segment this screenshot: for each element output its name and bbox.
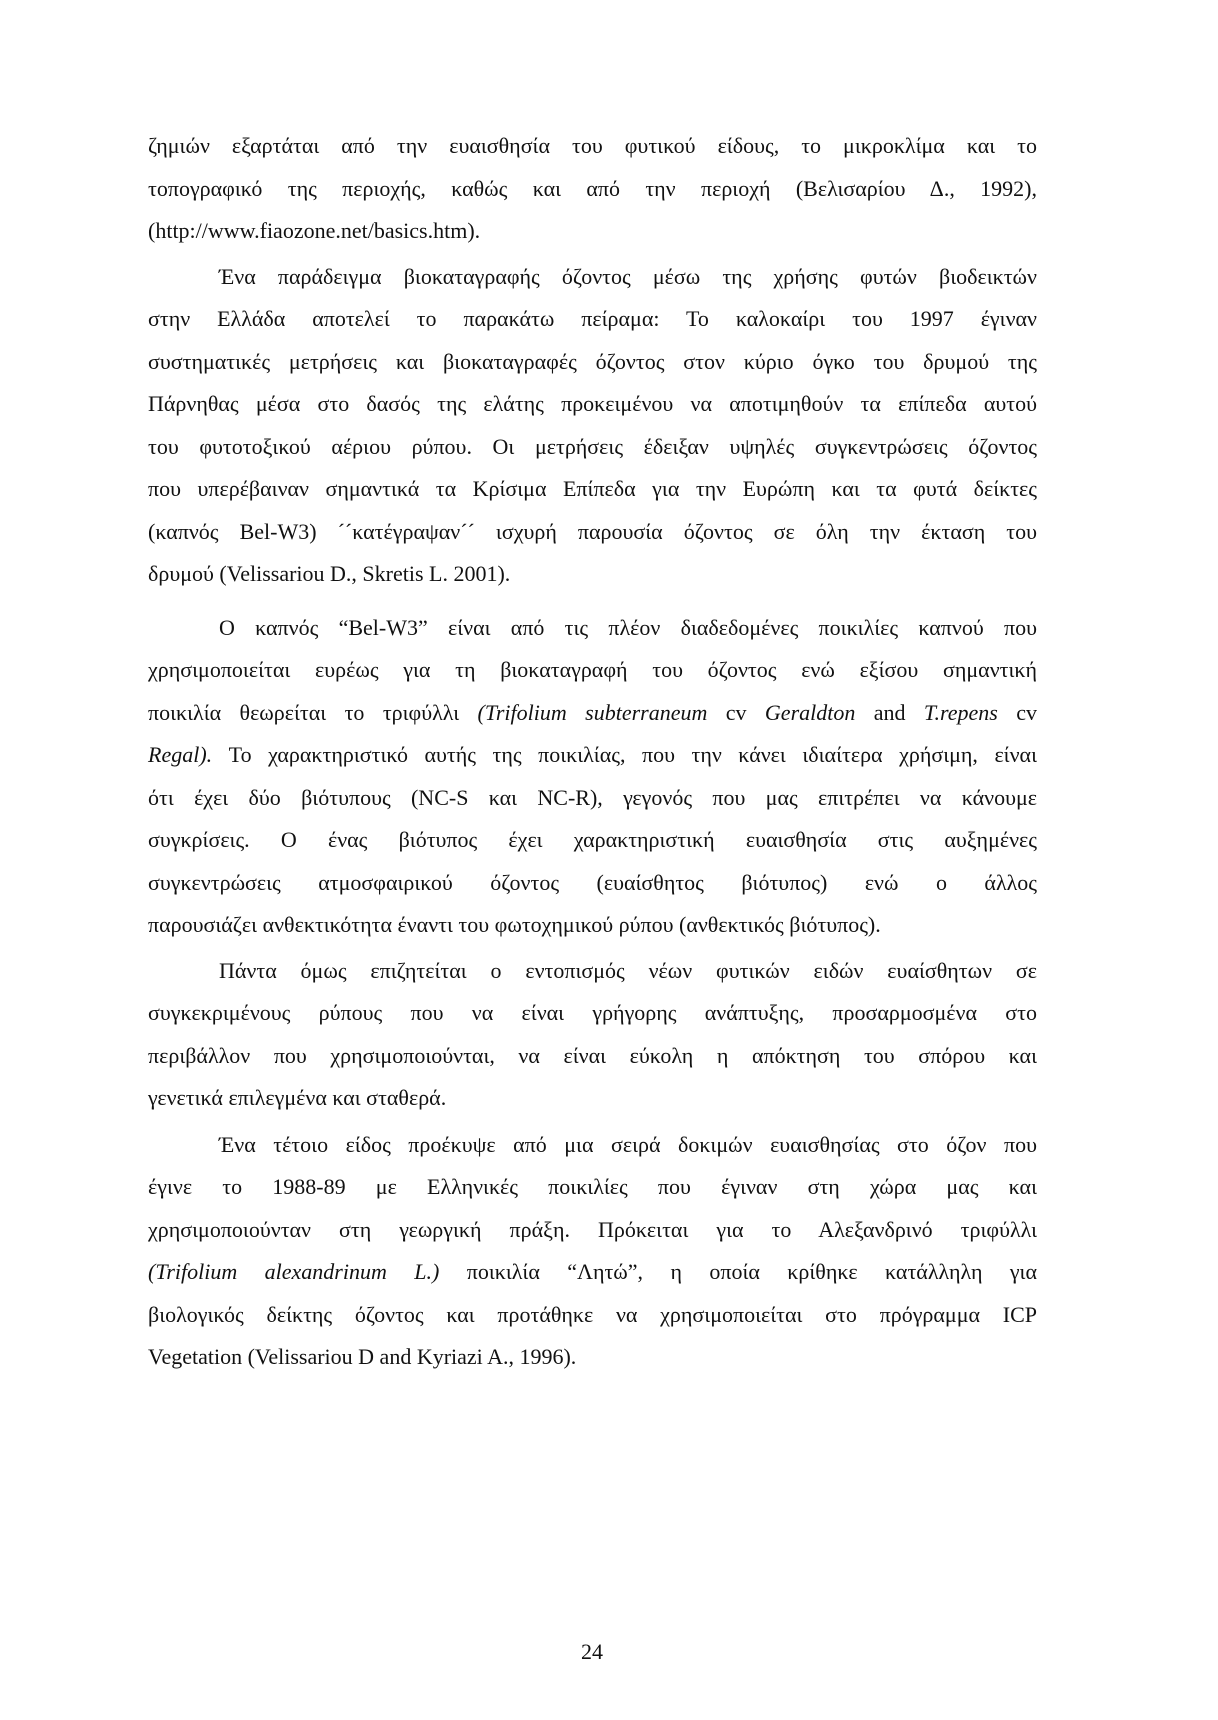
- paragraph: [148, 607, 1037, 947]
- paragraph: [148, 950, 1037, 1120]
- text-line: περιβάλλον που χρησιμοποιούνται, να είναι εύκολη η απόκτηση του σπόρου και: [148, 1042, 1037, 1068]
- text-line: Ένα παράδειγμα βιοκαταγραφής όζοντος μέσω της χρήσης φυτών βιοδεικτών: [219, 263, 1037, 289]
- text-line: γενετικά επιλεγμένα και σταθερά.: [148, 1085, 447, 1110]
- text-line: τοπογραφικό της περιοχής, καθώς και από την περιοχή (Βελισαρίου Δ., 1992),: [148, 175, 1037, 201]
- text-segment: and: [855, 699, 924, 725]
- text-line: που υπερέβαιναν σημαντικά τα Κρίσιμα Επίπεδα για την Ευρώπη και τα φυτά δείκτες: [148, 476, 1037, 501]
- text-line: Vegetation (Velissariou D and Kyriazi A., 1996).: [148, 1344, 577, 1369]
- paragraph: [148, 1124, 1037, 1379]
- italic-text: Regal).: [148, 742, 213, 767]
- text-line: ζημιών εξαρτάται από την ευαισθησία του φυτικού είδους, το μικροκλίμα και το: [148, 133, 1037, 158]
- text-segment: ποικιλία θεωρείται το τριφύλλι: [148, 699, 478, 725]
- text-line: χρησιμοποιείται ευρέως για τη βιοκαταγραφή του όζοντος ενώ εξίσου σημαντική: [148, 657, 1037, 682]
- text-line: [148, 734, 1037, 777]
- text-line: παρουσιάζει ανθεκτικότητα έναντι του φωτοχημικού ρύπου (ανθεκτικός βιότυπος).: [148, 912, 881, 937]
- text-line: [148, 1251, 1037, 1294]
- text-line: συγκρίσεις. Ο ένας βιότυπος έχει χαρακτηριστική ευαισθησία στις αυξημένες: [148, 827, 1037, 852]
- text-line: δρυμού (Velissariou D., Skretis L. 2001).: [148, 561, 511, 586]
- page-number: 24: [581, 1639, 603, 1664]
- body-text: [148, 125, 1037, 1379]
- paragraph: [148, 256, 1037, 596]
- text-line: συγκεκριμένους ρύπους που να είναι γρήγορης ανάπτυξης, προσαρμοσμένα στο: [148, 1000, 1037, 1025]
- text-segment: cv: [997, 699, 1038, 725]
- text-line: Πάντα όμως επιζητείται ο εντοπισμός νέων φυτικών ειδών ευαίσθητων σε: [219, 957, 1037, 983]
- text-line: στην Ελλάδα αποτελεί το παρακάτω πείραμα: Το καλοκαίρι του 1997 έγιναν: [148, 306, 1037, 331]
- text-line: Ένα τέτοιο είδος προέκυψε από μια σειρά δοκιμών ευαισθησίας στο όζον που: [219, 1131, 1037, 1157]
- italic-text: (Trifolium alexandrinum L.): [148, 1259, 440, 1284]
- text-line: του φυτοτοξικού αέριου ρύπου. Οι μετρήσεις έδειξαν υψηλές συγκεντρώσεις όζοντος: [148, 433, 1037, 459]
- text-segment: ποικιλία “Λητώ”, η οποία κρίθηκε κατάλληλη για: [439, 1259, 1038, 1284]
- text-line: έγινε το 1988-89 με Ελληνικές ποικιλίες που έγιναν στη χώρα μας και: [148, 1174, 1037, 1199]
- italic-text: (Trifolium subterraneum: [477, 699, 708, 725]
- text-line: (καπνός Bel-W3) ´´κατέγραψαν´´ ισχυρή παρουσία όζοντος σε όλη την έκταση του: [148, 518, 1037, 544]
- text-line: ότι έχει δύο βιότυπους (NC-S και NC-R), γεγονός που μας επιτρέπει να κάνουμε: [148, 784, 1037, 810]
- text-line: συγκεντρώσεις ατμοσφαιρικού όζοντος (ευαίσθητος βιότυπος) ενώ ο άλλος: [148, 869, 1037, 895]
- text-line: χρησιμοποιούνταν στη γεωργική πράξη. Πρόκειται για το Αλεξανδρινό τριφύλλι: [148, 1216, 1037, 1242]
- text-line: (http://www.fiaozone.net/basics.htm).: [148, 218, 481, 243]
- text-segment: Το χαρακτηριστικό αυτής της ποικιλίας, που την κάνει ιδιαίτερα χρήσιμη, είναι: [212, 742, 1037, 767]
- text-line: [148, 692, 1037, 735]
- text-line: βιολογικός δείκτης όζοντος και προτάθηκε να χρησιμοποιείται στο πρόγραμμα ICP: [148, 1301, 1037, 1327]
- text-line: συστηματικές μετρήσεις και βιοκαταγραφές όζοντος στον κύριο όγκο του δρυμού της: [148, 348, 1037, 374]
- italic-text: T.repens: [923, 699, 998, 725]
- text-line: Πάρνηθας μέσα στο δασός της ελάτης προκειμένου να αποτιμηθούν τα επίπεδα αυτού: [148, 391, 1037, 416]
- paragraph: [148, 125, 1037, 253]
- italic-text: Geraldton: [764, 699, 856, 725]
- text-line: Ο καπνός “Bel-W3” είναι από τις πλέον διαδεδομένες ποικιλίες καπνού που: [219, 614, 1037, 640]
- text-segment: cv: [707, 699, 765, 725]
